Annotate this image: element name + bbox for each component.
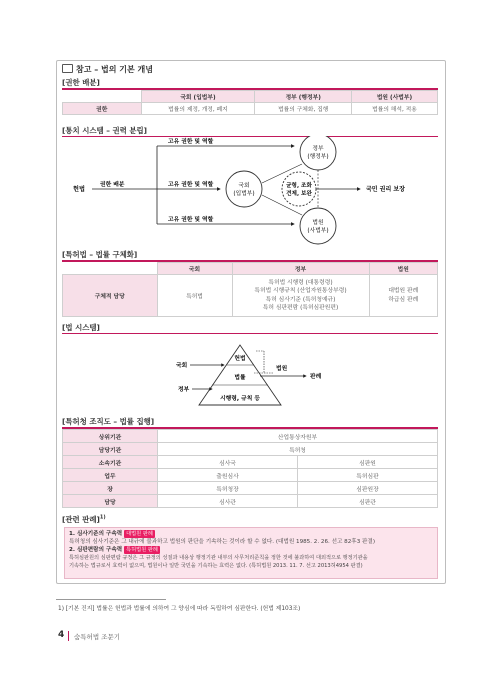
law-system-heading: [법 시스템]	[62, 323, 100, 332]
row-label: 업무	[63, 469, 158, 482]
cell: 심판관	[298, 495, 438, 508]
precedent-text: 특허심판원의 심판편람 규정은 그 규정의 성질과 내용상 행정기관 내부의 사무처리준칙을 정한 것에 불과하여 대외적으로 행정기관을	[69, 555, 368, 561]
layer-decrees: 시행령, 규칙 등	[220, 396, 260, 402]
cell: 특허청	[158, 443, 438, 456]
source-badge: 특허법원 판례	[126, 547, 158, 553]
col-assembly: 국회 (입법부)	[141, 91, 255, 103]
court-cell	[369, 275, 438, 317]
balance-label: 균형, 조화	[286, 183, 312, 189]
cell: 특허청장	[158, 482, 298, 495]
assembly-cell: 특허법	[157, 275, 232, 317]
page-number: 4	[58, 630, 65, 640]
precedent-1	[69, 530, 433, 538]
precedent-2	[69, 546, 433, 554]
precedent-title: 1. 심사기준의 구속력	[69, 531, 123, 537]
precedent-text: 특허청의 심사기준은 그 내규에 불과하고 법원의 판단을 기속하는 것이라 할 수 없다. (대법원 1985. 2. 26. 선고 82후3 판결)	[69, 539, 376, 545]
note-icon	[62, 64, 73, 73]
org-table	[62, 429, 438, 508]
court-sub: (사법부)	[307, 228, 329, 234]
row-label: 상위기관	[63, 430, 158, 443]
assembly-label: 국회	[176, 363, 188, 369]
governance-diagram	[62, 136, 438, 246]
cell: 출원심사	[158, 469, 298, 482]
distribution-label: 권한 배분	[100, 182, 125, 188]
cell: 산업통상자원부	[158, 430, 438, 443]
cell: 특허심판	[298, 469, 438, 482]
result-label: 국민 권리 보장	[366, 186, 405, 193]
patent-law-heading: [특허법 – 법률 구체화]	[62, 250, 138, 259]
cell: 심판원	[298, 456, 438, 469]
gov-rule: 특허법 시행규칙 (산업자원통상부령)	[254, 288, 347, 294]
inherent-role-mid: 고유 권한 및 역할	[168, 182, 214, 188]
balance-sub: 견제, 보완	[286, 191, 312, 197]
cell: 법률의 해석, 적용	[351, 103, 437, 115]
cell: 심사관	[158, 495, 298, 508]
col-court: 법원	[369, 263, 438, 275]
governance-heading: [통치 시스템 – 권력 분립]	[62, 126, 147, 135]
inherent-role-top: 고유 권한 및 역할	[168, 139, 214, 145]
assembly-sub: (입법부)	[233, 191, 255, 197]
court-item: 하급심 판례	[388, 296, 419, 303]
inherent-role-bottom: 고유 권한 및 역할	[168, 217, 214, 223]
cell: 법률의 제정, 개정, 폐지	[141, 103, 255, 115]
footnote-ref: 1)	[99, 514, 106, 521]
layer-law: 법률	[234, 375, 246, 381]
patent-law-table	[62, 262, 438, 317]
gov-rule: 특허 심판편람 (특허심판원편)	[262, 305, 339, 311]
cell: 법률의 구체화, 집행	[255, 103, 352, 115]
gov-rule: 특허법 시행령 (대통령령)	[268, 279, 333, 286]
row-label: 담당기관	[63, 443, 158, 456]
page-divider	[68, 631, 69, 641]
footnote-divider	[56, 599, 166, 600]
court-item: 대법원 판례	[388, 287, 419, 294]
law-pyramid-diagram	[62, 333, 438, 413]
col-government: 정부	[232, 263, 369, 275]
government-sub: (행정부)	[307, 154, 329, 160]
row-label: 권한	[63, 103, 142, 115]
balance-node	[282, 172, 316, 206]
source-badge: 대법원 판례	[126, 531, 153, 537]
precedents-heading-text: [관련 판례]	[62, 515, 100, 524]
constitution-label: 헌법	[73, 186, 85, 193]
court-label: 법원	[276, 366, 288, 372]
org-heading: [특허청 조직도 – 법률 집행]	[62, 417, 155, 426]
judgment-label: 판례	[310, 374, 322, 380]
court-label: 법원	[312, 220, 324, 226]
col-court: 법원 (사법부)	[351, 91, 437, 103]
box-title-text: 참고 – 법의 기본 개념	[76, 65, 153, 74]
precedents-heading	[62, 514, 106, 525]
assembly-node	[226, 171, 262, 207]
assembly-label: 국회	[238, 183, 250, 189]
authority-heading: [권한 배분]	[62, 78, 100, 87]
empty-header	[63, 91, 142, 103]
box-title	[62, 64, 153, 75]
authority-table	[62, 90, 438, 115]
col-government: 정부 (행정부)	[255, 91, 352, 103]
running-title: 숨특허법 조문기	[74, 633, 121, 641]
cell: 심사국	[158, 456, 298, 469]
precedent-text: 기속하는 법규로서 효력이 없으며, 법원이나 일반 국민을 기속하는 효력은 없다. (특허법원 2013. 11. 7. 선고 2013허4954 판결)	[69, 563, 363, 569]
col-assembly: 국회	[157, 263, 232, 275]
government-label: 정부	[312, 146, 324, 152]
precedent-title: 2. 심판편람의 구속력	[69, 547, 123, 553]
footnote: 1) [기본 진지] 법률은 헌법과 법률에 의하여 그 양심에 따라 독립하여 심판한다. (헌법 제103조)	[58, 606, 301, 612]
precedents-box	[64, 527, 438, 579]
government-node	[300, 136, 336, 170]
court-node	[300, 208, 336, 244]
row-label: 담당	[63, 495, 158, 508]
empty-header	[63, 263, 158, 275]
government-cell	[232, 275, 369, 317]
row-label: 장	[63, 482, 158, 495]
gov-rule: 특허 심사기준 (특허청예규)	[265, 296, 336, 303]
layer-constitution: 헌법	[234, 356, 246, 362]
government-label: 정부	[178, 387, 190, 393]
row-label: 소속기관	[63, 456, 158, 469]
cell: 심판원장	[298, 482, 438, 495]
row-label: 구체적 담당	[63, 275, 158, 317]
